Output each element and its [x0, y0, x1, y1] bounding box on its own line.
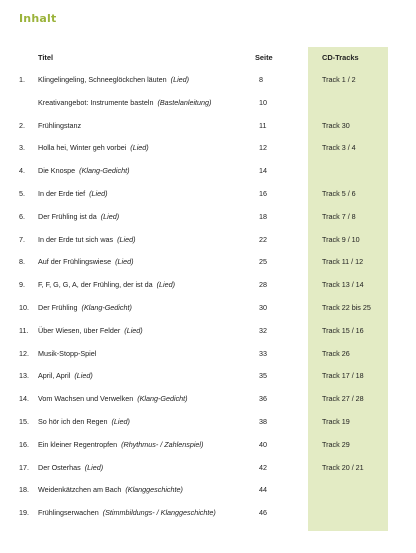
row-page: 36 [259, 394, 267, 404]
row-title [38, 233, 136, 247]
row-number: 1. [19, 75, 25, 84]
table-row [0, 141, 416, 155]
row-title [38, 483, 183, 497]
table-row [0, 461, 416, 475]
row-title-text: Auf der Frühlingswiese [38, 257, 112, 267]
row-type: (Rhythmus- / Zahlenspiel) [121, 439, 204, 449]
row-page: 46 [259, 508, 267, 518]
row-type: (Lied) [117, 234, 136, 244]
table-row [0, 438, 416, 452]
row-track: Track 19 [322, 417, 350, 426]
row-title [38, 461, 103, 475]
column-header-tracks: CD-Tracks [322, 53, 359, 62]
row-number: 9. [19, 280, 25, 290]
row-track: Track 26 [322, 348, 350, 358]
table-row [0, 301, 416, 315]
row-number: 5. [19, 189, 25, 198]
row-page: 30 [259, 303, 267, 312]
row-page: 16 [259, 189, 267, 198]
row-track: Track 29 [322, 439, 350, 449]
table-row [0, 415, 416, 429]
row-type: (Bastelanleitung) [157, 97, 212, 107]
row-number: 3. [19, 143, 25, 153]
row-number: 19. [19, 508, 29, 518]
table-header [0, 51, 416, 65]
table-row [0, 506, 416, 520]
row-page: 40 [259, 439, 267, 449]
row-number: 16. [19, 439, 29, 449]
row-title [38, 392, 188, 406]
row-title-text: Kreativangebot: Instrumente basteln [38, 97, 154, 107]
row-title [38, 141, 149, 155]
row-title [38, 438, 203, 452]
row-track: Track 5 / 6 [322, 189, 356, 198]
row-track: Track 20 / 21 [322, 462, 364, 472]
row-type: (Lied) [130, 143, 149, 153]
row-title [38, 415, 130, 429]
row-title-text: Die Knospe [38, 166, 76, 176]
table-row [0, 255, 416, 269]
row-title [38, 301, 132, 315]
table-row [0, 347, 416, 361]
row-title-text: Weidenkätzchen am Bach [38, 485, 122, 495]
row-page: 42 [259, 462, 267, 472]
row-page: 10 [259, 97, 267, 107]
row-title-text: Der Frühling [38, 303, 78, 312]
row-type: (Lied) [100, 211, 120, 221]
row-type: (Lied) [156, 280, 176, 290]
table-row [0, 483, 416, 497]
table-row [0, 187, 416, 201]
row-track: Track 27 / 28 [322, 394, 364, 404]
row-title-text: Vom Wachsen und Verwelken [38, 394, 134, 404]
table-row [0, 369, 416, 383]
column-header-title: Titel [38, 53, 54, 62]
row-title-text: Frühlingserwachen [38, 508, 99, 518]
row-title-text: So hör ich den Regen [38, 417, 108, 426]
row-track: Track 17 / 18 [322, 371, 364, 381]
row-page: 44 [259, 485, 267, 495]
row-type: (Lied) [84, 462, 104, 472]
row-title [38, 347, 100, 361]
row-track: Track 15 / 16 [322, 325, 364, 335]
row-number: 11. [19, 325, 29, 335]
row-title [38, 255, 134, 269]
row-title-text: Klingelingeling, Schneeglöckchen läuten [38, 75, 167, 84]
row-page: 38 [259, 417, 267, 426]
row-track: Track 1 / 2 [322, 75, 356, 84]
row-type: (Klanggeschichte) [125, 485, 183, 495]
row-number: 6. [19, 211, 25, 221]
row-title-text: Der Osterhas [38, 462, 81, 472]
row-type: (Lied) [170, 75, 190, 84]
table-row [0, 324, 416, 338]
row-number: 8. [19, 257, 25, 267]
row-title [38, 369, 93, 383]
row-title-text: In der Erde tut sich was [38, 234, 114, 244]
table-row [0, 73, 416, 87]
row-track: Track 7 / 8 [322, 211, 356, 221]
row-page: 22 [259, 234, 267, 244]
row-number: 4. [19, 166, 25, 176]
row-page: 33 [259, 348, 267, 358]
row-title [38, 187, 108, 201]
column-header-page: Seite [255, 53, 273, 62]
table-row [0, 96, 416, 110]
row-title-text: Holla hei, Winter geh vorbei [38, 143, 127, 153]
row-type: (Lied) [115, 257, 134, 267]
row-type: (Stimmbildungs- / Klanggeschichte) [102, 508, 216, 518]
row-page: 14 [259, 166, 267, 176]
row-page: 35 [259, 371, 267, 381]
table-row [0, 233, 416, 247]
row-track: Track 9 / 10 [322, 234, 360, 244]
row-page: 28 [259, 280, 267, 290]
row-title [38, 119, 85, 133]
table-row [0, 392, 416, 406]
row-number: 17. [19, 462, 29, 472]
row-number: 2. [19, 120, 25, 130]
row-track: Track 22 bis 25 [322, 303, 371, 312]
table-row [0, 164, 416, 178]
row-number: 15. [19, 417, 29, 426]
page-heading: Inhalt [19, 12, 57, 25]
row-track: Track 13 / 14 [322, 280, 364, 290]
row-number: 18. [19, 485, 29, 495]
row-title-text: F, F, G, G, A, der Frühling, der ist da [38, 280, 153, 290]
row-page: 32 [259, 325, 267, 335]
row-title-text: Der Frühling ist da [38, 211, 97, 221]
row-number: 7. [19, 234, 25, 244]
row-type: (Klang-Gedicht) [137, 394, 188, 404]
row-title [38, 324, 143, 338]
row-page: 12 [259, 143, 267, 153]
row-page: 25 [259, 257, 267, 267]
row-title-text: April, April [38, 371, 71, 381]
row-title-text: Musik-Stopp-Spiel [38, 348, 97, 358]
row-type: (Lied) [74, 371, 93, 381]
row-title [38, 506, 216, 520]
row-title-text: Über Wiesen, über Felder [38, 325, 121, 335]
row-page: 11 [259, 120, 267, 130]
row-title [38, 210, 119, 224]
row-title [38, 96, 211, 110]
row-number: 10. [19, 303, 29, 312]
row-title-text: In der Erde tief [38, 189, 86, 198]
row-title-text: Ein kleiner Regentropfen [38, 439, 118, 449]
row-track: Track 30 [322, 120, 350, 130]
row-type: (Lied) [111, 417, 130, 426]
row-track: Track 11 / 12 [322, 257, 364, 267]
row-type: (Lied) [89, 189, 108, 198]
row-track: Track 3 / 4 [322, 143, 356, 153]
row-number: 14. [19, 394, 29, 404]
row-number: 12. [19, 348, 29, 358]
row-number: 13. [19, 371, 29, 381]
row-type: (Klang-Gedicht) [79, 166, 130, 176]
row-title [38, 164, 130, 178]
row-title [38, 278, 175, 292]
row-title-text: Frühlingstanz [38, 120, 82, 130]
table-row [0, 119, 416, 133]
table-row [0, 278, 416, 292]
row-type: (Lied) [124, 325, 143, 335]
row-title [38, 73, 189, 87]
row-type: (Klang-Gedicht) [81, 303, 132, 312]
row-page: 8 [259, 75, 263, 84]
row-page: 18 [259, 211, 267, 221]
table-row [0, 210, 416, 224]
